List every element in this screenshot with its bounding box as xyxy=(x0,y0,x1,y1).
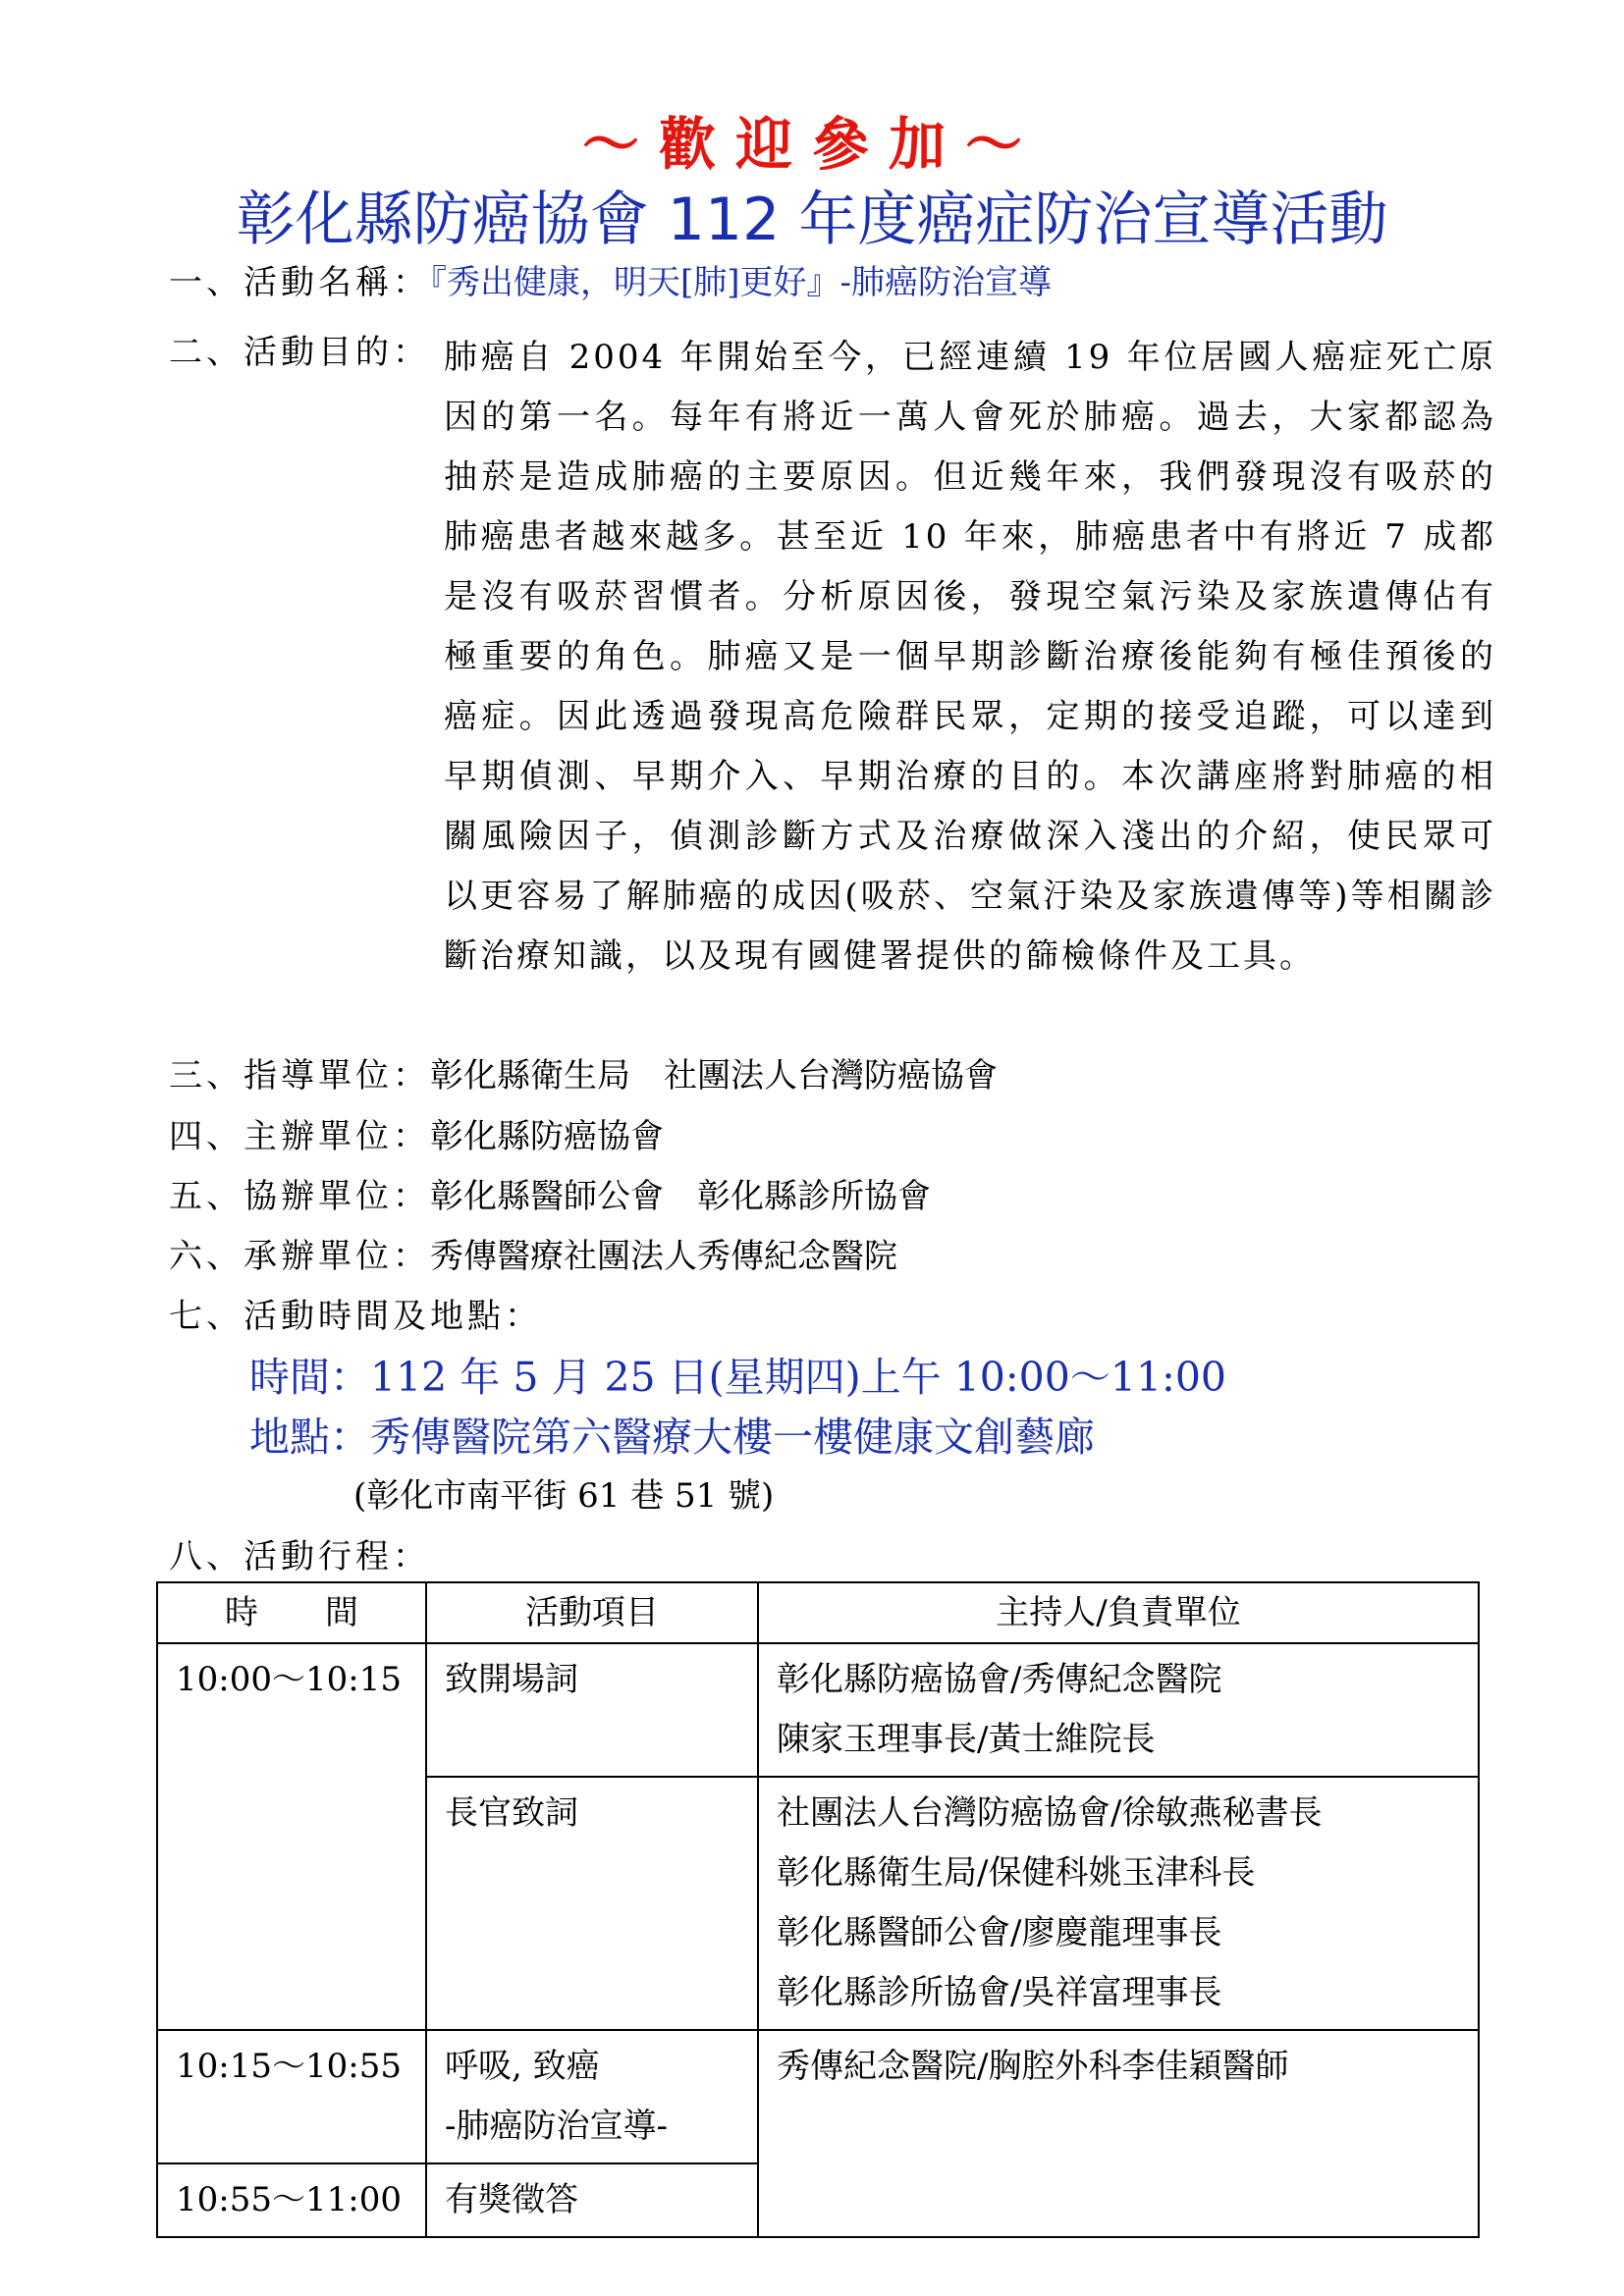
section-label: 五、協辦單位： xyxy=(169,1177,430,1216)
section-label: 六、承辦單位： xyxy=(169,1237,430,1276)
row-host xyxy=(758,2030,1479,2237)
row-item: 有獎徵答 xyxy=(426,2163,758,2237)
header-time: 時 間 xyxy=(157,1582,426,1643)
supervisor-value: 彰化縣衛生局 社團法人台灣防癌協會 xyxy=(430,1056,998,1095)
host-line: 彰化縣醫師公會/廖慶龍理事長 xyxy=(777,1913,1222,1952)
header-host: 主持人/負責單位 xyxy=(758,1582,1479,1643)
row-item: 長官致詞 xyxy=(426,1777,758,2030)
item-line: 呼吸, 致癌 xyxy=(445,2047,600,2086)
section-label: 二、活動目的： xyxy=(169,333,430,372)
row-item xyxy=(426,2030,758,2163)
section-label: 三、指導單位： xyxy=(169,1056,430,1095)
header-item: 活動項目 xyxy=(426,1582,758,1643)
section-organizer xyxy=(169,1117,664,1156)
item-line: -肺癌防治宣導- xyxy=(445,2107,668,2146)
row-time: 10:15～10:55 xyxy=(157,2030,426,2163)
host-line: 彰化縣防癌協會/秀傳紀念醫院 xyxy=(777,1660,1222,1699)
section-time-place xyxy=(169,1297,542,1336)
event-place: 地點：秀傳醫院第六醫療大樓一樓健康文創藝廊 xyxy=(249,1414,1095,1461)
table-row xyxy=(157,1643,1479,1777)
schedule-table xyxy=(156,1581,1480,2238)
section-schedule xyxy=(169,1537,430,1576)
section-activity-name xyxy=(169,263,1052,302)
section-executor xyxy=(169,1237,897,1276)
section-label: 四、主辦單位： xyxy=(169,1117,430,1156)
row-host xyxy=(758,1777,1479,2030)
host-line: 陳家玉理事長/黃士維院長 xyxy=(777,1720,1156,1759)
page-title: 彰化縣防癌協會 112 年度癌症防治宣導活動 xyxy=(236,186,1388,254)
section-label: 七、活動時間及地點： xyxy=(169,1297,542,1336)
table-row xyxy=(157,2030,1479,2163)
section-supervisor xyxy=(169,1056,998,1095)
host-line: 彰化縣衛生局/保健科姚玉津科長 xyxy=(777,1853,1256,1893)
section-label: 一、活動名稱： xyxy=(169,263,430,302)
executor-value: 秀傳醫療社團法人秀傳紀念醫院 xyxy=(430,1237,897,1276)
row-time: 10:55～11:00 xyxy=(157,2163,426,2237)
host-line: 社團法人台灣防癌協會/徐敏燕秘書長 xyxy=(777,1793,1323,1833)
section-purpose-label xyxy=(169,333,430,372)
row-host xyxy=(758,1643,1479,1777)
event-address: (彰化市南平街 61 巷 51 號) xyxy=(353,1476,775,1516)
section-co-organizer xyxy=(169,1177,931,1216)
organizer-value: 彰化縣防癌協會 xyxy=(430,1117,664,1156)
event-time: 時間：112 年 5 月 25 日(星期四)上午 10:00～11:00 xyxy=(249,1354,1227,1401)
table-header-row xyxy=(157,1582,1479,1643)
section-label: 八、活動行程： xyxy=(169,1537,430,1576)
purpose-paragraph: 肺癌自 2004 年開始至今，已經連續 19 年位居國人癌症死亡原因的第一名。每年有將近一萬人會死於肺癌。過去，大家都認為抽菸是造成肺癌的主要原因。但近幾年來，我們發現沒有吸菸的肺癌患者越來越多。甚至近 10 年來，肺癌患者中有將近 7 成都是沒有吸菸習慣者。分析原因後，發現空氣污染及家族遺傳佔有極重要的角色。肺癌又是一個早期診斷治療後能夠有極佳預後的癌症。因此透過發現高危險群民眾，定期的接受追蹤，可以達到早期偵測、早期介入、早期治療的目的。本次講座將對肺癌的相關風險因子，偵測診斷方式及治療做深入淺出的介紹，使民眾可以更容易了解肺癌的成因(吸菸、空氣汙染及家族遺傳等)等相關診斷治療知識，以及現有國健署提供的篩檢條件及工具。 xyxy=(444,338,1496,976)
row-time: 10:00～10:15 xyxy=(157,1643,426,2030)
row-item: 致開場詞 xyxy=(426,1643,758,1777)
activity-name-value: 『秀出健康，明天[肺]更好』-肺癌防治宣導 xyxy=(430,263,1053,302)
host-line: 彰化縣診所協會/吳祥富理事長 xyxy=(777,1973,1222,2012)
host-line: 秀傳紀念醫院/胸腔外科李佳穎醫師 xyxy=(777,2047,1289,2086)
co-organizer-value: 彰化縣醫師公會 彰化縣診所協會 xyxy=(430,1177,931,1216)
welcome-banner: ～歡迎參加～ xyxy=(581,111,1042,178)
